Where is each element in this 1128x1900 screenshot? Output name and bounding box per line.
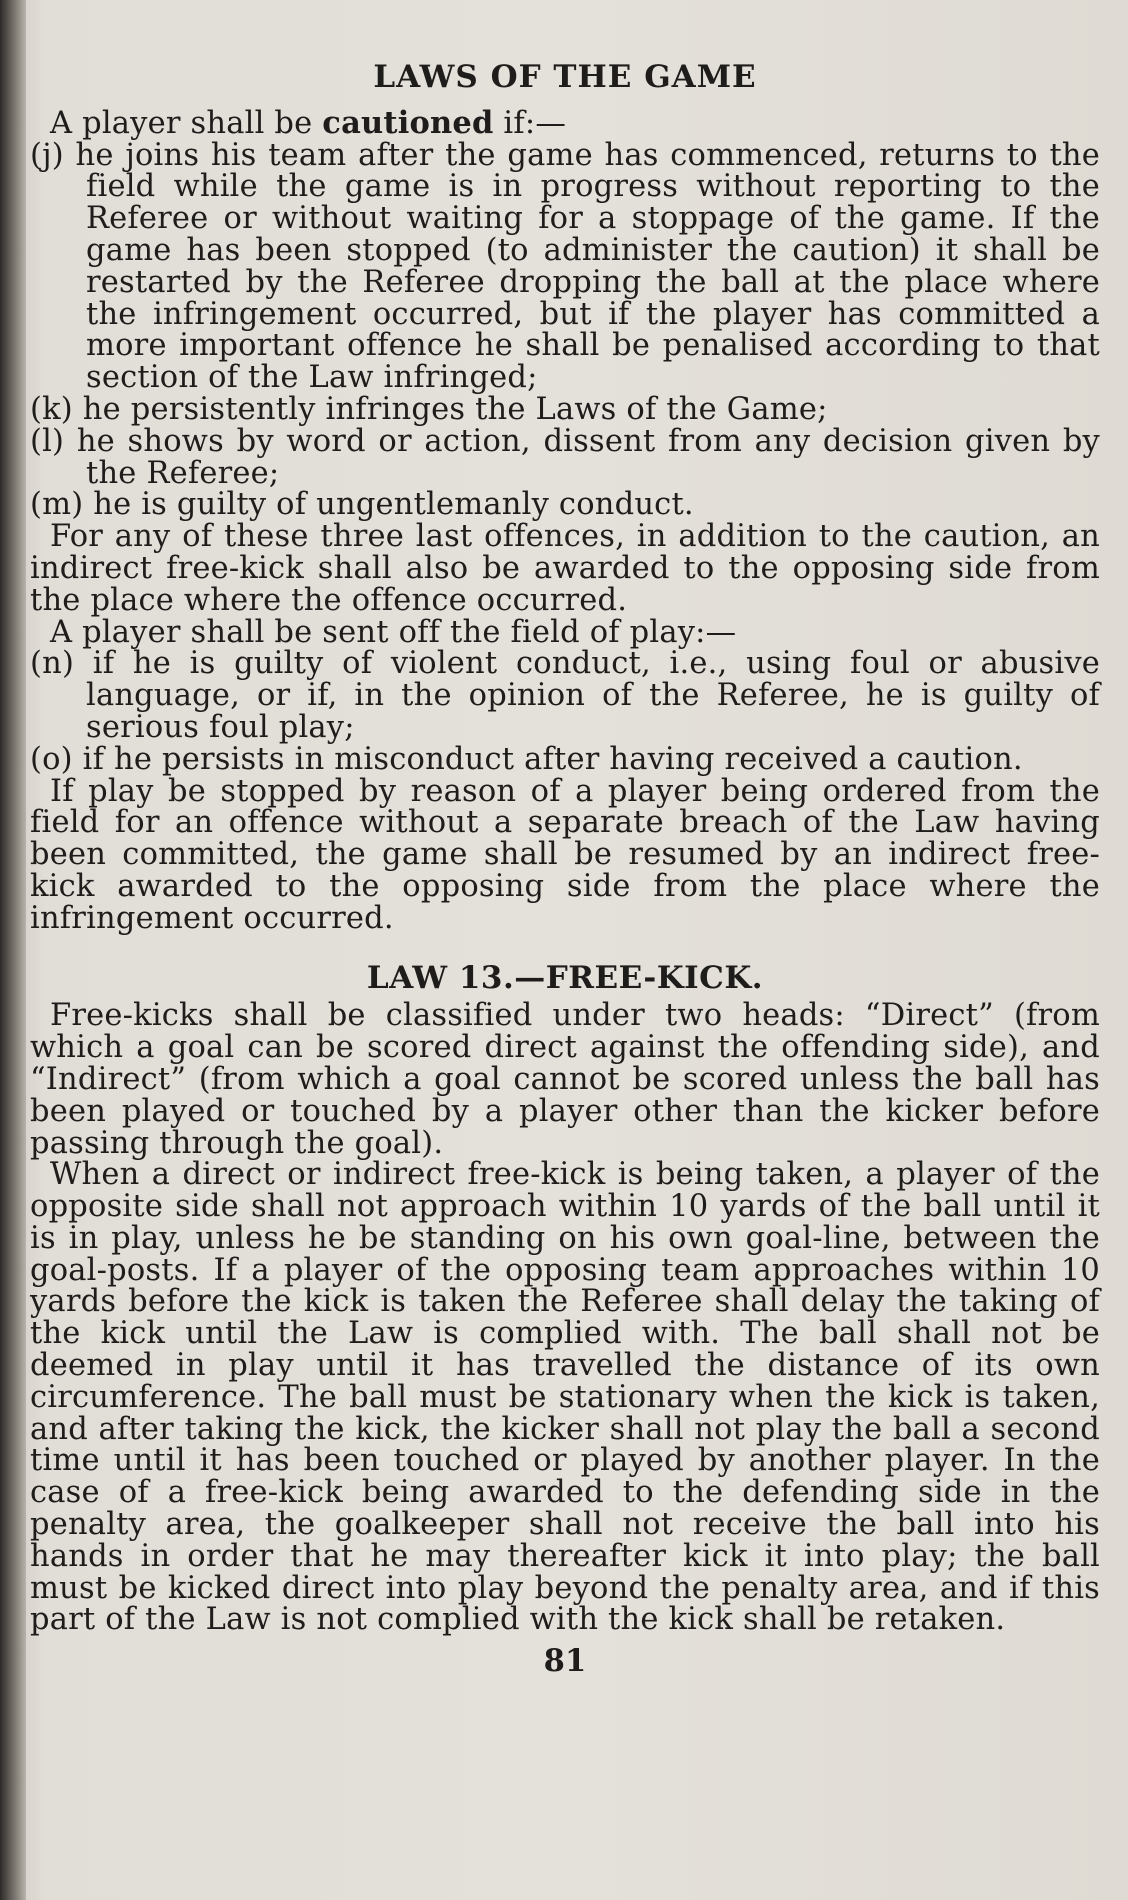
- free-kick-procedure-paragraph: When a direct or indirect free-kick is being taken, a player of the opposite side shall not approach within 10 yards of the ball until it is in play, unless he be standing on his own goal-line, between the goal-posts. If a player of the opposing team approaches within 10 yards before the kick is taken the Referee shall delay the taking of the kick until the Law is complied with. The ball shall not be deemed in play until it has travelled the distance of its own circumference. The ball must be stationary when the kick is taken, and after taking the kick, the kicker shall not play the ball a second time until it has been touched or played by another player. In the case of a free-kick being awarded to the defending side in the penalty area, the goalkeeper shall not receive the ball into his hands in order that he may thereafter kick it into play; the ball must be kicked direct into play beyond the penalty area, and if this part of the Law is not complied with the kick shall be retaken.: [30, 1157, 1100, 1638]
- law-13-heading: LAW 13.—FREE-KICK.: [366, 959, 764, 996]
- free-kick-classification-paragraph: Free-kicks shall be classified under two heads: “Direct” (from which a goal can be scored direct against the offending side), and “Indirect” (from which a goal cannot be scored unless the ball has been played or touched by a player other than the kicker before passing through the goal).: [30, 998, 1100, 1161]
- cautioned-bold: cautioned: [322, 104, 494, 141]
- list-item-m: (m) he is guilty of ungentlemanly conduct.: [30, 487, 694, 523]
- list-item-n: (n) if he is guilty of violent conduct, i.e., using foul or abusive language, or if, in the opinion of the Referee, he is guilty of serious foul play;: [30, 646, 1100, 745]
- page-binding-edge: [0, 0, 26, 1900]
- list-item-k: (k) he persistently infringes the Laws of the Game;: [30, 391, 828, 427]
- list-item-j: (j) he joins his team after the game has commenced, returns to the field while the game is in progress without reporting to the Referee or without waiting for a stoppage of the game. If the game has been stopped (to administer the caution) it shall be restarted by the Referee dropping the ball at the place where the infringement occurred, but if the player has committed a more important offence he shall be penalised according to that section of the Law infringed;: [30, 137, 1100, 396]
- list-item-o: (o) if he persists in misconduct after having received a caution.: [30, 741, 1023, 777]
- list-item-l: (l) he shows by word or action, dissent from any decision given by the Referee;: [30, 423, 1100, 491]
- three-offences-paragraph: For any of these three last offences, in addition to the caution, an indirect free-kick shall also be awarded to the opposing side from the place where the offence occurred.: [30, 519, 1100, 618]
- running-header: LAWS OF THE GAME: [373, 59, 757, 95]
- sent-off-lead: A player shall be sent off the field of play:—: [50, 614, 737, 650]
- page-number: 81: [543, 1643, 587, 1680]
- caution-lead: A player shall be cautioned if:—: [50, 104, 567, 141]
- page-text: [30, 59, 1100, 1680]
- stopped-play-paragraph: If play be stopped by reason of a player being ordered from the field for an offence without a separate breach of the Law having been committed, the game shall be resumed by an indirect free-kick awarded to the opposing side from the place where the infringement occurred.: [30, 773, 1100, 936]
